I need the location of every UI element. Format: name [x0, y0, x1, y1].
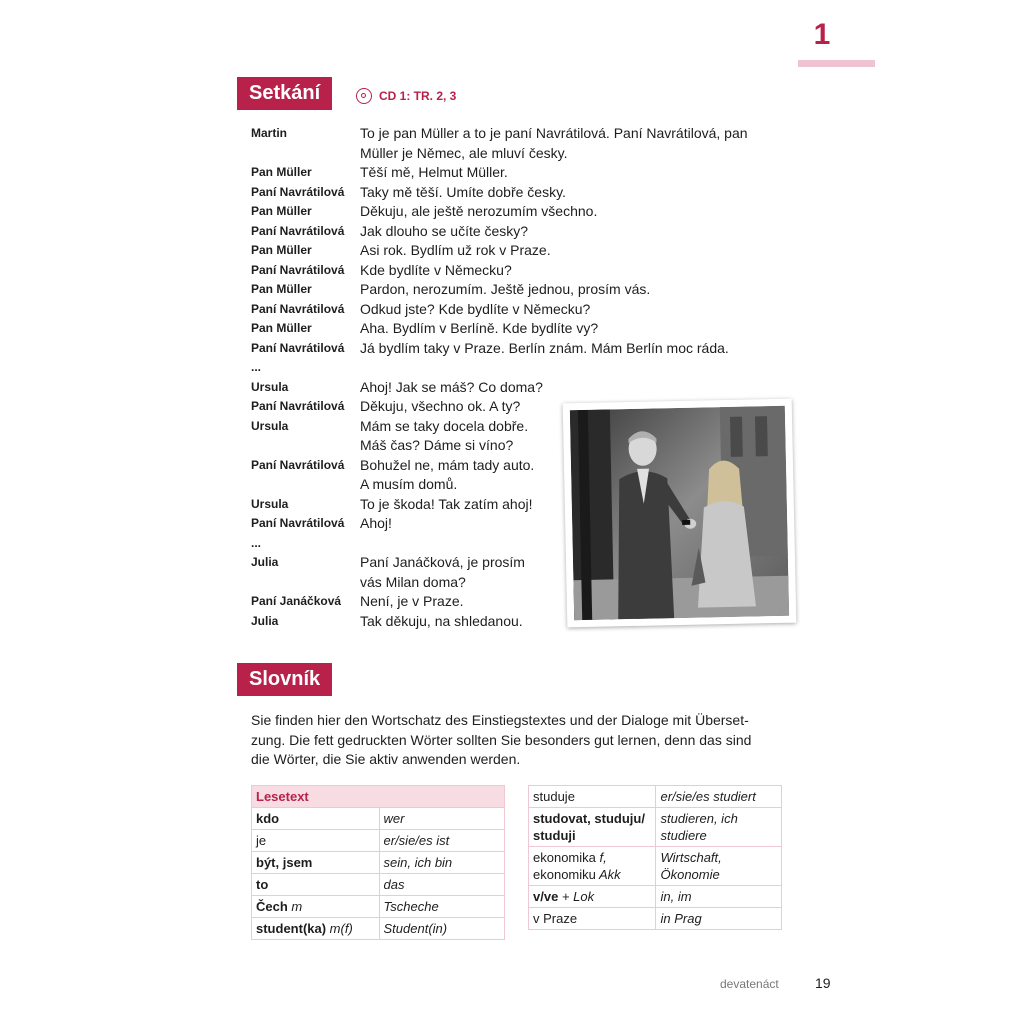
czech-term: studuje [529, 786, 656, 808]
dialogue-row [251, 183, 781, 203]
cd-icon [356, 88, 372, 104]
dialogue-line: Paní Janáčková, je prosím [360, 554, 525, 570]
speaker: Paní Navrátilová [251, 262, 345, 277]
speaker: Paní Navrátilová [251, 301, 345, 316]
table-row [252, 852, 505, 874]
dialogue-line: Jak dlouho se učíte česky? [360, 222, 529, 239]
section-heading-slovnik: Slovník [237, 663, 332, 696]
speaker [251, 144, 360, 164]
chapter-number: 1 [813, 18, 831, 51]
dialogue-line: Děkuju, všechno ok. A ty? [360, 398, 521, 414]
dialogue-row [251, 319, 781, 339]
dialogue-line: A musím domů. [360, 476, 458, 492]
photo-two-people-meeting [563, 399, 797, 628]
german-translation: wer [379, 808, 504, 830]
speaker: Ursula [251, 379, 289, 394]
german-translation: studieren, ich studiere [656, 808, 782, 847]
speaker: Pan Müller [251, 204, 312, 218]
speaker: Ursula [251, 418, 289, 433]
czech-term: ekonomika [533, 850, 596, 865]
dialogue-row [251, 241, 781, 261]
dialogue-line: To je škoda! Tak zatím ahoj! [360, 495, 533, 512]
intro-line: Sie finden hier den Wortschatz des Einstiegstextes und der Dialoge mit Überset- [251, 712, 749, 728]
dialogue-line: Těší mě, Helmut Müller. [360, 164, 508, 180]
table-row [252, 918, 505, 940]
dialogue-row [251, 280, 781, 300]
dialogue-line: Bohužel ne, mám tady auto. [360, 456, 535, 473]
speaker: Pan Müller [251, 321, 312, 335]
speaker: Paní Navrátilová [251, 223, 345, 238]
dialogue-line: Mám se taky docela dobře. [360, 417, 529, 434]
page-number-word: devatenáct [720, 977, 779, 991]
czech-term: student(ka) [256, 921, 327, 936]
dialogue-row [251, 261, 781, 281]
dialogue-line: To je pan Müller a to je paní Navrátilová. Paní Navrátilová, pan [360, 125, 748, 141]
czech-term: to [252, 874, 380, 896]
speaker: Martin [251, 126, 287, 140]
speaker: Pan Müller [251, 165, 312, 179]
german-translation: das [379, 874, 504, 896]
speaker: ... [251, 360, 262, 374]
grammar-note: m(f) [326, 921, 353, 936]
table-row [529, 847, 782, 886]
czech-term: v Praze [529, 908, 656, 930]
grammar-note: Akk [595, 867, 621, 882]
dialogue-line: Odkud jste? Kde bydlíte v Německu? [360, 300, 591, 317]
speaker: Paní Navrátilová [251, 340, 345, 355]
czech-term: být, jsem [252, 852, 380, 874]
table-row [252, 808, 505, 830]
dialogue-row [251, 378, 781, 398]
dialogue-line: Děkuju, ale ještě nerozumím všechno. [360, 203, 598, 219]
german-translation: in Prag [656, 908, 782, 930]
speaker: Pan Müller [251, 243, 312, 257]
speaker [251, 475, 360, 495]
cd-track-label: CD 1: TR. 2, 3 [379, 89, 457, 103]
photo-image [570, 406, 789, 620]
czech-term-form: ekonomiku [533, 867, 596, 882]
czech-term: je [252, 830, 380, 852]
dialogue-row [251, 144, 781, 164]
czech-term: kdo [252, 808, 380, 830]
table-row [252, 874, 505, 896]
dialogue-line: Pardon, nerozumím. Ještě jednou, prosím vás. [360, 281, 651, 297]
czech-term-cell [529, 847, 656, 886]
dialogue-line: Asi rok. Bydlím už rok v Praze. [360, 242, 551, 258]
dialogue-line: Není, je v Praze. [360, 593, 464, 609]
german-translation: Student(in) [379, 918, 504, 940]
intro-line: die Wörter, die Sie aktiv anwenden werden. [251, 751, 521, 767]
dialogue-line: Aha. Bydlím v Berlíně. Kde bydlíte vy? [360, 320, 599, 336]
speaker: Paní Navrátilová [251, 399, 345, 413]
dialogue-line: Müller je Němec, ale mluví česky. [360, 144, 568, 161]
grammar-note: + Lok [558, 889, 595, 904]
dialogue-line: Ahoj! [360, 515, 392, 531]
table-row [252, 830, 505, 852]
speaker [251, 573, 360, 593]
dialogue-row [251, 358, 781, 378]
dialogue-row [251, 300, 781, 320]
german-translation: in, im [656, 886, 782, 908]
dialogue-row [251, 202, 781, 222]
chapter-bar [798, 60, 875, 67]
speaker: Paní Navrátilová [251, 457, 345, 472]
dialogue-row [251, 339, 781, 359]
speaker: Paní Navrátilová [251, 184, 345, 199]
czech-term-cell [252, 896, 380, 918]
vocab-table-lesetext [251, 785, 505, 940]
czech-term-cell [529, 886, 656, 908]
czech-term: v/ve [533, 889, 559, 904]
table-row [529, 886, 782, 908]
dialogue-line: Tak děkuju, na shledanou. [360, 612, 523, 629]
dialogue-row [251, 222, 781, 242]
grammar-note: m [287, 899, 303, 914]
table-header-row [252, 786, 505, 808]
czech-term: Čech [256, 899, 288, 914]
vocab-table-continued [528, 785, 782, 930]
table-row [529, 786, 782, 808]
german-translation: er/sie/es ist [379, 830, 504, 852]
dialogue-row [251, 124, 781, 144]
table-row [529, 808, 782, 847]
dialogue-row [251, 163, 781, 183]
page-number: 19 [815, 975, 831, 991]
speaker: Pan Müller [251, 282, 312, 296]
czech-term: studovat, studuju/ studuji [529, 808, 656, 847]
grammar-note: f, [595, 850, 607, 865]
dialogue-line: Kde bydlíte v Německu? [360, 261, 512, 278]
table-row [529, 908, 782, 930]
section-heading-setkani: Setkání [237, 77, 332, 110]
speaker: Julia [251, 613, 279, 628]
german-translation: Wirtschaft, Ökonomie [656, 847, 782, 886]
dialogue-line: vás Milan doma? [360, 573, 466, 590]
speaker [251, 436, 360, 456]
czech-term-cell [252, 918, 380, 940]
dialogue-line: Taky mě těší. Umíte dobře česky. [360, 183, 566, 200]
dialogue-line: Máš čas? Dáme si víno? [360, 437, 514, 453]
dialogue-line: Ahoj! Jak se máš? Co doma? [360, 378, 543, 395]
table-row [252, 896, 505, 918]
speaker: Paní Janáčková [251, 594, 342, 608]
german-translation: er/sie/es studiert [656, 786, 782, 808]
speaker: Ursula [251, 496, 289, 511]
german-translation: sein, ich bin [379, 852, 504, 874]
dialogue-line: Já bydlím taky v Praze. Berlín znám. Mám Berlín moc ráda. [360, 339, 729, 356]
speaker: Julia [251, 555, 279, 569]
dialogue-line [360, 358, 781, 378]
german-translation: Tscheche [379, 896, 504, 918]
intro-line: zung. Die fett gedruckten Wörter sollten Sie besonders gut lernen, denn das sind [251, 731, 752, 748]
intro-paragraph [251, 711, 791, 770]
table-header: Lesetext [252, 786, 505, 808]
speaker: Paní Navrátilová [251, 516, 345, 530]
cd-track-reference [356, 86, 456, 106]
speaker: ... [251, 535, 262, 550]
